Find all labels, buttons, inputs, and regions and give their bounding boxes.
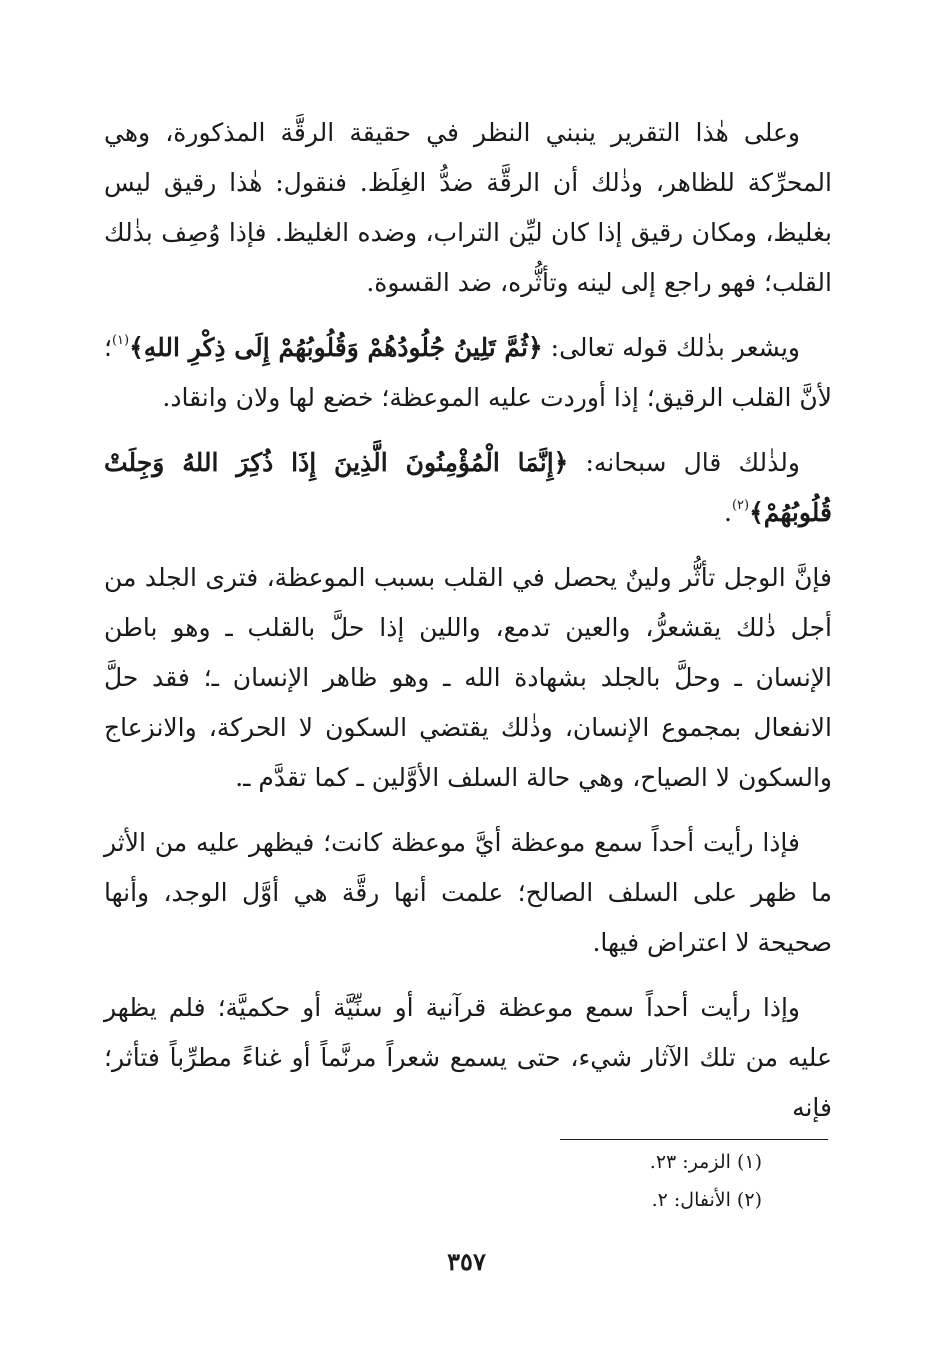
paragraph-2-lead: ويشعر بذٰلك قوله تعالى: [542,333,800,362]
paragraph-1-text: وعلى هٰذا التقرير ينبني النظر في حقيقة الرقَّة المذكورة، وهي المحرِّكة للظاهر، وذٰلك أن الرقَّة ضدُّ الغِلَظ. فنقول: هٰذا رقيق ليس بغليظ، ومكان رقيق إذا كان ليِّن التراب، وضده الغليظ. فإذا وُصِف بذٰلك القلب؛ فهو راجع إلى لينه وتأثُّره، ضد القسوة. [104,118,832,297]
paragraph-5 [104,818,832,968]
paragraph-2 [104,323,832,423]
paragraph-3-lead: ولذٰلك قال سبحانه: [568,448,800,477]
paragraph-6 [104,983,832,1133]
page-number: ٣٥٧ [447,1247,486,1276]
body-text [104,108,832,1148]
paragraph-1 [104,108,832,308]
footnote-divider [560,1139,828,1140]
footnote-1: (١) الزمر: ٢٣. [649,1151,762,1173]
footnotes [480,1143,762,1219]
footnote-2: (٢) الأنفال: ٢. [651,1189,762,1211]
paragraph-6-text: وإذا رأيت أحداً سمع موعظة قرآنية أو سنِّيَّة أو حكميَّة؛ فلم يظهر عليه من تلك الآثار شيء، حتى يسمع شعراً مرنَّماً أو غناءً مطرِّباً فتأثر؛ فإنه [104,993,832,1122]
paragraph-4-text: فإنَّ الوجل تأثُّر ولينٌ يحصل في القلب بسبب الموعظة، فترى الجلد من أجل ذٰلك يقشعرُّ، والعين تدمع، واللين إذا حلَّ بالقلب ـ وهو باطن الإنسان ـ وحلَّ بالجلد بشهادة الله ـ وهو ظاهر الإنسان ـ؛ فقد حلَّ الانفعال بمجموع الإنسان، وذٰلك يقتضي السكون لا الحركة، والانزعاج والسكون لا الصياح، وهي حالة السلف الأوَّلين ـ كما تقدَّم ـ. [104,563,832,792]
paragraph-4 [104,553,832,803]
quran-verse-zumar: ﴿ثُمَّ تَلِينُ جُلُودُهُمْ وَقُلُوبُهُمْ إِلَى ذِكْرِ اللهِ﴾ [129,333,543,362]
footnote-ref-2: (٢) [731,498,750,513]
paragraph-3 [104,438,832,538]
paragraph-5-text: فإذا رأيت أحداً سمع موعظة أيَّ موعظة كانت؛ فيظهر عليه من الأثر ما ظهر على السلف الصالح؛ علمت أنها رقَّة هي أوَّل الوجد، وأنها صحيحة لا اعتراض فيها. [104,828,832,957]
quran-verse-anfal: ﴿إِنَّمَا الْمُؤْمِنُونَ الَّذِينَ إِذَا ذُكِرَ اللهُ وَجِلَتْ قُلُوبُهُمْ﴾ [104,448,832,527]
paragraph-3-tail: . [723,498,732,527]
footnote-ref-1: (١) [111,333,130,348]
paragraph-2-tail: ؛ لأنَّ القلب الرقيق؛ إذا أوردت عليه الموعظة؛ خضع لها ولان وانقاد. [104,333,832,412]
